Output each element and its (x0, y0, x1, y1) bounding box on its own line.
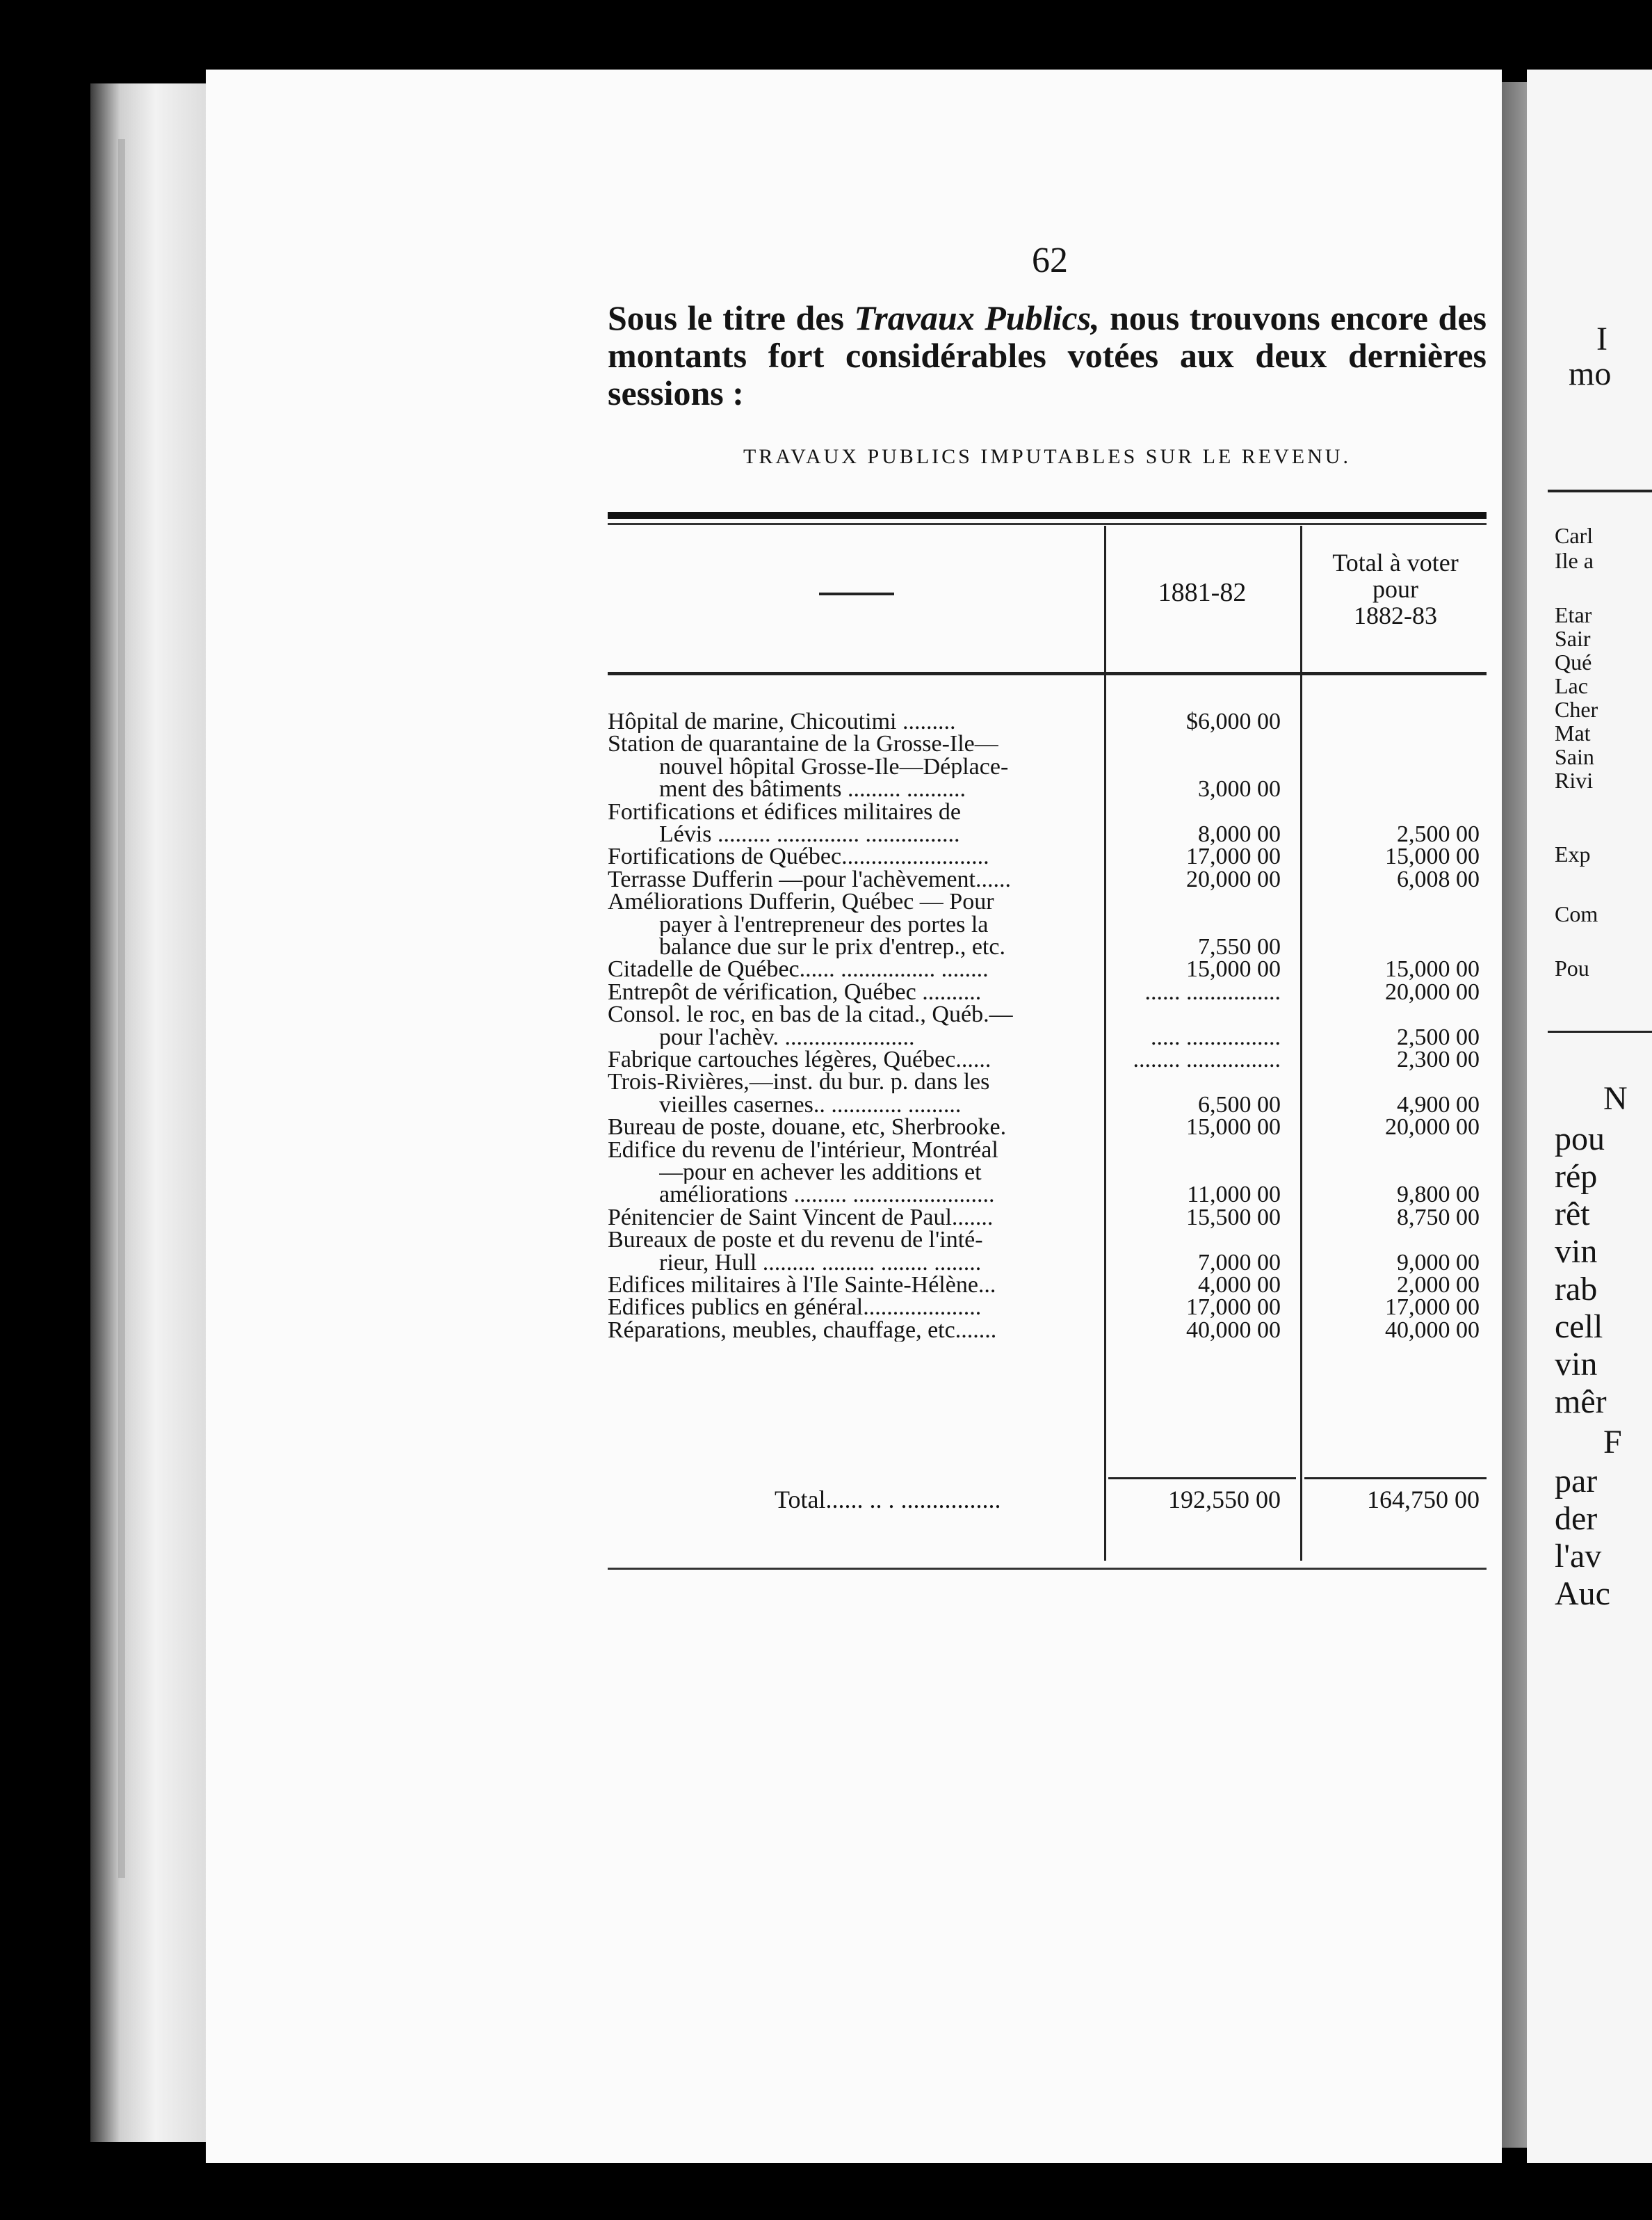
row-label: Fortifications et édifices militaires de (608, 801, 961, 823)
table-top-rule (608, 523, 1487, 525)
row-value-1881-82: 7,000 00 (1198, 1249, 1281, 1276)
table-row (608, 711, 1487, 733)
table-title: TRAVAUX PUBLICS IMPUTABLES SUR LE REVENU. (743, 445, 1351, 468)
intro-italic-text: Travaux Publics, (854, 298, 1100, 337)
table-row (608, 958, 1487, 981)
row-label: Edifice du revenu de l'intérieur, Montréal (608, 1139, 998, 1161)
row-label: Consol. le roc, en bas de la citad., Québ.— (608, 1004, 1013, 1027)
facing-para-line: par (1555, 1463, 1598, 1499)
row-value-1882-83: 9,000 00 (1397, 1249, 1480, 1276)
row-value-1882-83: 20,000 00 (1385, 979, 1480, 1005)
facing-rule (1548, 1031, 1652, 1033)
facing-page-fragment (1527, 70, 1652, 2163)
row-value-1881-82: 8,000 00 (1198, 821, 1281, 847)
row-label: Edifices publics en général.................... (608, 1296, 982, 1319)
facing-fragment: I (1596, 321, 1608, 357)
row-label: améliorations ......... ........................ (659, 1184, 995, 1207)
facing-list-item: Qué (1555, 650, 1592, 675)
column-header-total-a-voter (1304, 549, 1487, 629)
facing-para-line: rab (1555, 1271, 1598, 1308)
row-value-1882-83: 8,750 00 (1397, 1204, 1480, 1230)
intro-text: nous trouvons encore des montants fort considérables votées aux deux dernières sessions : (608, 298, 1487, 412)
table-row (608, 1204, 1487, 1230)
facing-para-line: cell (1555, 1308, 1603, 1345)
table-row (608, 1049, 1487, 1071)
row-value-1881-82: 40,000 00 (1186, 1317, 1281, 1343)
facing-para-line: mêr (1555, 1383, 1607, 1420)
facing-para-line: N (1603, 1080, 1628, 1117)
header-dash (819, 593, 894, 595)
facing-list-item: Lac (1555, 673, 1588, 698)
facing-para-line: vin (1555, 1233, 1598, 1270)
row-value-1882-83: 6,008 00 (1397, 866, 1480, 892)
row-value-1881-82: $6,000 00 (1186, 709, 1281, 734)
facing-rule (1548, 490, 1652, 492)
column-header-line: 1882-83 (1354, 602, 1437, 629)
table-row (608, 778, 1487, 801)
total-row (608, 1488, 1487, 1511)
table-row (608, 823, 1487, 846)
row-value-1881-82: 15,000 00 (1186, 1114, 1281, 1141)
row-label: Lévis ......... .............. ................ (659, 823, 960, 846)
row-label: Bureau de poste, douane, etc, Sherbrooke. (608, 1116, 1007, 1139)
facing-list-item: Pou (1555, 956, 1589, 981)
facing-fragment: mo (1569, 355, 1612, 392)
facing-para-line: vin (1555, 1346, 1598, 1383)
intro-paragraph (608, 299, 1487, 412)
table-row (608, 1071, 1487, 1093)
table-row (608, 981, 1487, 1004)
row-label: Améliorations Dufferin, Québec — Pour (608, 891, 994, 914)
table-row (608, 1024, 1487, 1050)
row-label: pour l'achèv. ...................... (659, 1026, 915, 1049)
table-row (608, 1249, 1487, 1276)
row-value-1881-82: 20,000 00 (1186, 866, 1281, 892)
total-1881-82: 192,550 00 (1168, 1486, 1281, 1513)
row-label: Pénitencier de Saint Vincent de Paul....... (608, 1206, 994, 1229)
row-label: rieur, Hull ......... ......... ........ ........ (659, 1251, 982, 1274)
row-value-1882-83: 9,800 00 (1397, 1182, 1480, 1208)
facing-para-line: rêt (1555, 1196, 1590, 1232)
table-row (608, 1229, 1487, 1251)
facing-para-line: rép (1555, 1158, 1598, 1195)
row-value-1881-82: ........ ................ (1133, 1047, 1281, 1072)
table-row (608, 1091, 1487, 1118)
total-label: Total...... .. . ................ (775, 1488, 1001, 1511)
table-row (608, 1296, 1487, 1319)
facing-list-item: Rivi (1555, 768, 1594, 793)
row-value-1882-83: 2,300 00 (1397, 1047, 1480, 1072)
table-row (608, 1004, 1487, 1026)
total-1882-83: 164,750 00 (1367, 1486, 1480, 1513)
table-row (608, 801, 1487, 823)
row-label: Edifices militaires à l'Ile Sainte-Hélène... (608, 1274, 996, 1296)
table-row (608, 891, 1487, 913)
table-row (608, 1184, 1487, 1206)
table-row (608, 756, 1487, 778)
row-value-1882-83: 15,000 00 (1385, 844, 1480, 870)
row-label: nouvel hôpital Grosse-Ile—Déplace- (659, 755, 1009, 778)
facing-para-line: der (1555, 1500, 1598, 1537)
row-label: Entrepôt de vérification, Québec .......... (608, 981, 982, 1004)
row-label: vieilles casernes.. ............ ......... (659, 1093, 962, 1116)
row-value-1882-83: 20,000 00 (1385, 1114, 1480, 1141)
page-gutter-shadow (1502, 82, 1527, 2148)
table-row (608, 866, 1487, 892)
row-label: Terrasse Dufferin —pour l'achèvement...... (608, 868, 1011, 891)
row-label: Bureaux de poste et du revenu de l'inté- (608, 1229, 983, 1252)
facing-para-line: F (1603, 1424, 1622, 1461)
row-value-1881-82: 4,000 00 (1198, 1272, 1281, 1298)
facing-list-item: Mat (1555, 721, 1591, 746)
table-row (608, 1274, 1487, 1296)
facing-list-item: Cher (1555, 697, 1598, 722)
table-bottom-rule (608, 1568, 1487, 1570)
facing-list-item: Ile a (1555, 548, 1594, 573)
column-header-1881-82: 1881-82 (1158, 578, 1247, 607)
table-row (608, 914, 1487, 936)
row-value-1882-83: 17,000 00 (1385, 1294, 1480, 1321)
row-value-1881-82: 3,000 00 (1198, 776, 1281, 803)
row-value-1882-83: 2,000 00 (1397, 1272, 1480, 1298)
table-top-rule (608, 512, 1487, 519)
table-row (608, 733, 1487, 755)
row-label: balance due sur le prix d'entrep., etc. (659, 936, 1005, 958)
row-value-1881-82: 6,500 00 (1198, 1091, 1281, 1118)
facing-para-line: pou (1555, 1120, 1605, 1157)
row-value-1882-83: 2,500 00 (1397, 821, 1480, 847)
row-value-1881-82: 7,550 00 (1198, 934, 1281, 960)
facing-para-line: l'av (1555, 1538, 1602, 1575)
row-value-1882-83: 15,000 00 (1385, 956, 1480, 983)
row-label: Fortifications de Québec......................... (608, 846, 989, 869)
table-row (608, 1139, 1487, 1161)
row-label: Citadelle de Québec...... ................ ........ (608, 958, 989, 981)
row-label: —pour en achever les additions et (659, 1161, 982, 1184)
row-value-1881-82: ...... ................ (1144, 979, 1281, 1005)
facing-list-item: Com (1555, 901, 1598, 926)
row-label: Fabrique cartouches légères, Québec...... (608, 1049, 991, 1071)
row-label: Hôpital de marine, Chicoutimi ......... (608, 711, 956, 733)
facing-list-item: Etar (1555, 602, 1592, 627)
facing-list-item: Sain (1555, 744, 1594, 769)
total-rule (1304, 1477, 1487, 1479)
row-value-1882-83: 4,900 00 (1397, 1091, 1480, 1118)
row-label: Réparations, meubles, chauffage, etc....... (608, 1319, 997, 1342)
table-row (608, 1319, 1487, 1342)
facing-list-item: Exp (1555, 842, 1591, 867)
table-row (608, 936, 1487, 958)
row-value-1882-83: 40,000 00 (1385, 1317, 1480, 1343)
row-value-1881-82: 15,500 00 (1186, 1204, 1281, 1230)
row-label: ment des bâtiments ......... .......... (659, 778, 966, 801)
table-row (608, 846, 1487, 868)
row-value-1881-82: 17,000 00 (1186, 844, 1281, 870)
row-label: Station de quarantaine de la Grosse-Ile— (608, 733, 998, 756)
intro-text: Sous le titre des (608, 298, 855, 337)
column-header-line: pour (1372, 575, 1418, 603)
table-row (608, 1161, 1487, 1184)
facing-para-line: Auc (1555, 1575, 1610, 1612)
row-label: payer à l'entrepreneur des portes la (659, 913, 989, 936)
header-rule (608, 672, 1487, 675)
facing-list-item: Carl (1555, 523, 1594, 548)
column-header-line: Total à voter (1332, 549, 1459, 577)
row-value-1881-82: 11,000 00 (1187, 1182, 1281, 1208)
row-value-1881-82: 17,000 00 (1186, 1294, 1281, 1321)
row-value-1881-82: 15,000 00 (1186, 956, 1281, 983)
row-value-1882-83: 2,500 00 (1397, 1024, 1480, 1050)
total-rule (1108, 1477, 1296, 1479)
row-value-1881-82: ..... ................ (1151, 1024, 1281, 1050)
previous-page-edge (90, 83, 209, 2142)
row-label: Trois-Rivières,—inst. du bur. p. dans les (608, 1071, 990, 1094)
page-number: 62 (1032, 241, 1068, 280)
facing-list-item: Sair (1555, 626, 1591, 651)
table-row (608, 1116, 1487, 1139)
